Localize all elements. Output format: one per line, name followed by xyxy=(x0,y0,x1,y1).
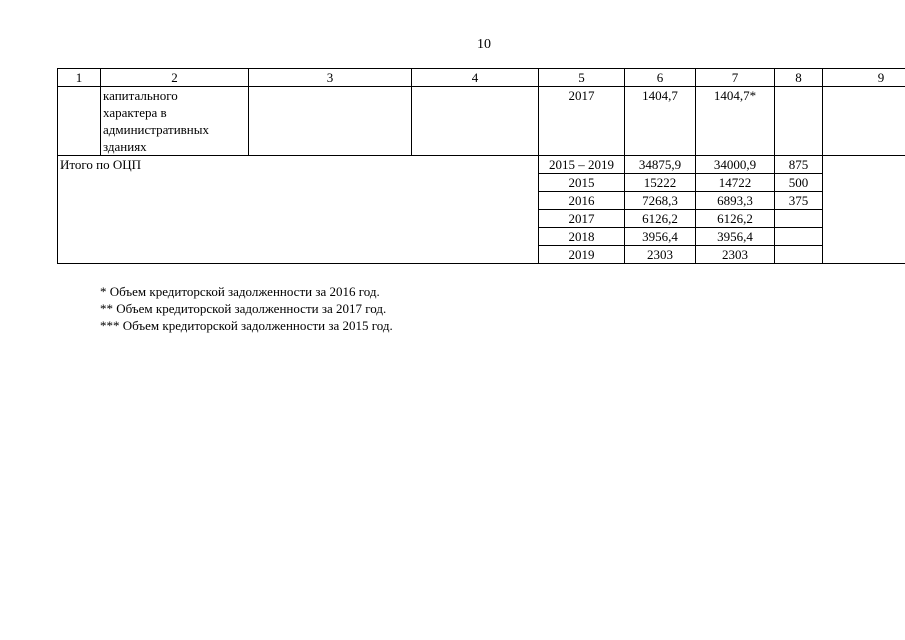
description-line: характера в xyxy=(103,105,167,120)
header-cell: 5 xyxy=(539,69,625,87)
cell-year: 2017 xyxy=(539,87,625,156)
cell-col6: 6126,2 xyxy=(625,210,696,228)
cell-col7: 6893,3 xyxy=(696,192,775,210)
cell-year: 2016 xyxy=(539,192,625,210)
header-cell: 6 xyxy=(625,69,696,87)
cell-col3 xyxy=(249,87,412,156)
page-number: 10 xyxy=(477,37,491,52)
cell-description xyxy=(101,87,249,156)
total-row xyxy=(58,156,905,174)
cell-col9 xyxy=(823,87,905,156)
cell-col7: 34000,9 xyxy=(696,156,775,174)
cell-col6: 1404,7 xyxy=(625,87,696,156)
cell-col7: 14722 xyxy=(696,174,775,192)
header-cell: 1 xyxy=(58,69,101,87)
cell-col7: 2303 xyxy=(696,246,775,264)
cell-col8: 875 xyxy=(775,156,823,174)
cell-col6: 2303 xyxy=(625,246,696,264)
cell-col7: 1404,7* xyxy=(696,87,775,156)
header-cell: 3 xyxy=(249,69,412,87)
cell-col7: 3956,4 xyxy=(696,228,775,246)
cell-col8: 375 xyxy=(775,192,823,210)
cell-year: 2017 xyxy=(539,210,625,228)
cell-col8 xyxy=(775,87,823,156)
cell-col7: 6126,2 xyxy=(696,210,775,228)
cell-col8 xyxy=(775,228,823,246)
cell-year: 2018 xyxy=(539,228,625,246)
cell-col6: 34875,9 xyxy=(625,156,696,174)
cell-col1 xyxy=(58,87,101,156)
description-line: зданиях xyxy=(103,139,147,154)
footnotes xyxy=(100,283,393,334)
cell-year: 2015 xyxy=(539,174,625,192)
description-line: капитального xyxy=(103,88,178,103)
cell-year: 2019 xyxy=(539,246,625,264)
header-cell: 4 xyxy=(412,69,539,87)
cell-col6: 7268,3 xyxy=(625,192,696,210)
table-row xyxy=(58,87,905,156)
header-cell: 7 xyxy=(696,69,775,87)
cell-col8 xyxy=(775,210,823,228)
footnote: ** Объем кредиторской задолженности за 2017 год. xyxy=(100,301,387,316)
header-cell: 9 xyxy=(823,69,905,87)
cell-col9 xyxy=(823,156,905,264)
header-cell: 8 xyxy=(775,69,823,87)
budget-table xyxy=(57,68,905,264)
cell-col8: 500 xyxy=(775,174,823,192)
cell-col4 xyxy=(412,87,539,156)
description-line: административных xyxy=(103,122,209,137)
cell-col8 xyxy=(775,246,823,264)
cell-col6: 3956,4 xyxy=(625,228,696,246)
footnote: *** Объем кредиторской задолженности за 2015 год. xyxy=(100,318,393,333)
cell-year: 2015 – 2019 xyxy=(539,156,625,174)
cell-col6: 15222 xyxy=(625,174,696,192)
footnote: * Объем кредиторской задолженности за 2016 год. xyxy=(100,284,380,299)
header-cell: 2 xyxy=(101,69,249,87)
table-header-row xyxy=(58,69,905,87)
total-label: Итого по ОЦП xyxy=(58,156,539,264)
